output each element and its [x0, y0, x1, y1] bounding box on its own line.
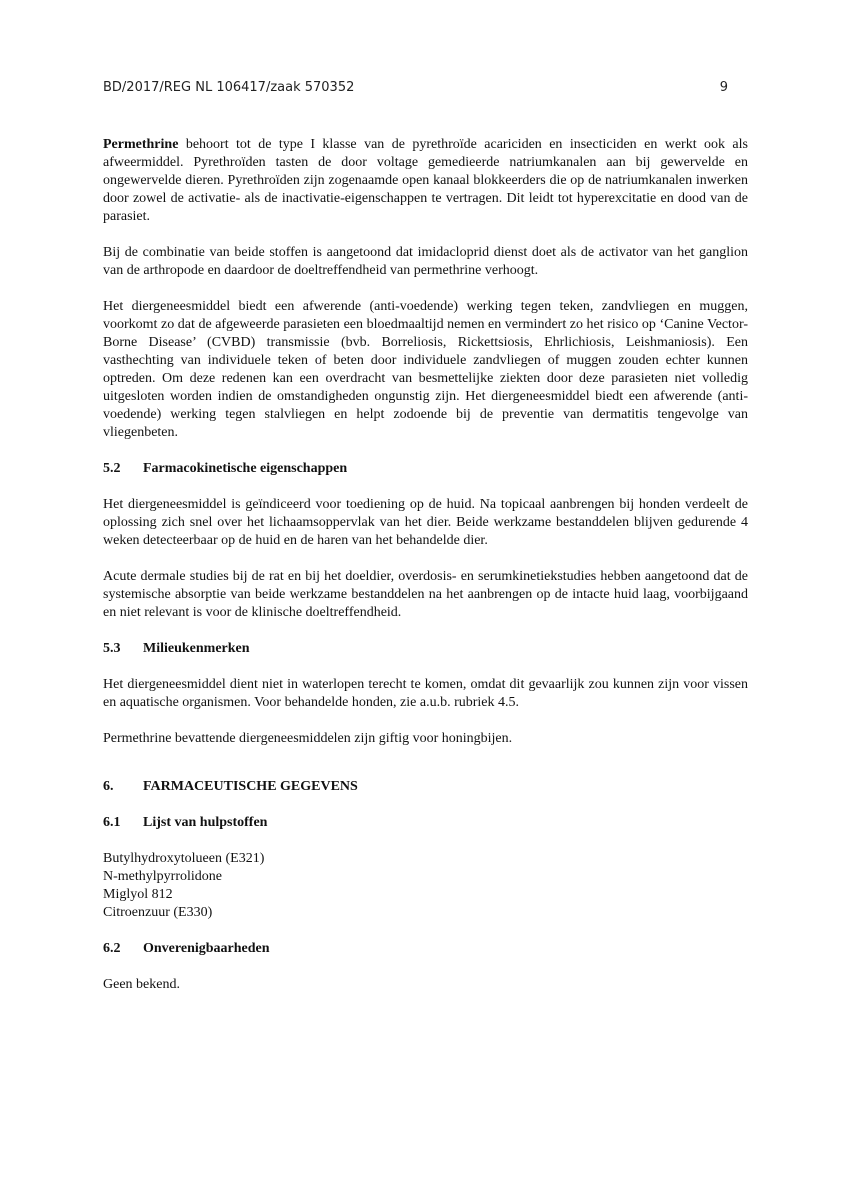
- excipient-item: Miglyol 812: [103, 887, 173, 902]
- document-reference: BD/2017/REG NL 106417/zaak 570352: [103, 80, 355, 95]
- section-title: Lijst van hulpstoffen: [143, 815, 268, 830]
- section-number: 6.2: [103, 941, 121, 956]
- running-header: [103, 80, 728, 100]
- section-heading-6-1: [103, 814, 748, 832]
- paragraph-permethrine-text: behoort tot de type I klasse van de pyrethroïde acariciden en insecticiden en werkt ook als afweermiddel. Pyrethroïden tasten de door voltage gemedieerde natriumkanalen aan bij gewervelde en ongewervelde dieren. Pyrethroïden zijn zogenaamde open kanaal blokkeerders die op de natriumkanalen inwerken door zowel de activatie- als de inactivatie-eigenschappen te vertragen. Dit leidt tot hyperexcitatie en dood van de parasiet.: [103, 137, 748, 224]
- paragraph-incompatibilities: Geen bekend.: [103, 977, 180, 992]
- paragraph-pharmacokinetics-2: Acute dermale studies bij de rat en bij het doeldier, overdosis- en serumkinetiekstudies hebben aangetoond dat de systemische absorptie van beide werkzame bestanddelen na het aanbrengen op de intacte huid laag, voorbijgaand en niet relevant is voor de klinische doeltreffendheid.: [103, 569, 748, 620]
- section-number: 5.3: [103, 641, 121, 656]
- paragraph-environment-1: Het diergeneesmiddel dient niet in waterlopen terecht te komen, omdat dit gevaarlijk zou kunnen zijn voor vissen en aquatische organismen. Voor behandelde honden, zie a.u.b. rubriek 4.5.: [103, 677, 748, 710]
- paragraph-repellent-effect: Het diergeneesmiddel biedt een afwerende (anti-voedende) werking tegen teken, zandvliegen en muggen, voorkomt zo dat de afgeweerde parasieten een bloedmaaltijd nemen en vermindert zo het risico op ‘Canine Vector-Borne Disease’ (CVBD) transmissie (bvb. Borreliosis, Rickettsiosis, Ehrlichiosis, Leishmaniosis). Een vasthechting van individuele teken of beten door individuele zandvliegen of muggen zouden echter kunnen optreden. Om deze redenen kan een overdracht van besmettelijke ziekten door deze parasieten niet volledig uitgesloten worden indien de omstandigheden ongunstig zijn. Het diergeneesmiddel biedt een afwerende (anti-voedende) werking tegen stalvliegen en helpt zodoende bij de preventie van dermatitis tengevolge van vliegenbeten.: [103, 299, 748, 440]
- section-title: Milieukenmerken: [143, 641, 250, 656]
- page-number: 9: [719, 80, 728, 95]
- paragraph-pharmacokinetics-1: Het diergeneesmiddel is geïndiceerd voor toediening op de huid. Na topicaal aanbrengen bij honden verdeelt de oplossing zich snel over het lichaamsoppervlak van het dier. Beide werkzame bestanddelen blijven gedurende 4 weken detecteerbaar op de huid en de haren van het behandelde dier.: [103, 497, 748, 548]
- section-heading-6-2: [103, 940, 748, 958]
- paragraph-environment-2: Permethrine bevattende diergeneesmiddelen zijn giftig voor honingbijen.: [103, 731, 513, 746]
- section-title: Onverenigbaarheden: [143, 941, 270, 956]
- excipient-item: Butylhydroxytolueen (E321): [103, 851, 265, 866]
- section-number: 5.2: [103, 461, 121, 476]
- document-body: [103, 136, 748, 994]
- section-title: Farmacokinetische eigenschappen: [143, 461, 348, 476]
- section-number: 6.1: [103, 815, 121, 830]
- section-title: FARMACEUTISCHE GEGEVENS: [143, 779, 358, 794]
- section-heading-5-3: [103, 640, 748, 658]
- paragraph-combination: Bij de combinatie van beide stoffen is aangetoond dat imidacloprid dienst doet als de activator van het ganglion van de arthropode en daardoor de doeltreffendheid van permethrine verhoogt.: [103, 245, 748, 278]
- excipient-list: [103, 850, 748, 922]
- section-heading-5-2: [103, 460, 748, 478]
- excipient-item: N-methylpyrrolidone: [103, 869, 222, 884]
- paragraph-permethrine: [103, 136, 748, 226]
- term-permethrine: Permethrine: [103, 137, 179, 152]
- section-heading-6: [103, 778, 748, 796]
- section-number: 6.: [103, 779, 114, 794]
- excipient-item: Citroenzuur (E330): [103, 905, 213, 920]
